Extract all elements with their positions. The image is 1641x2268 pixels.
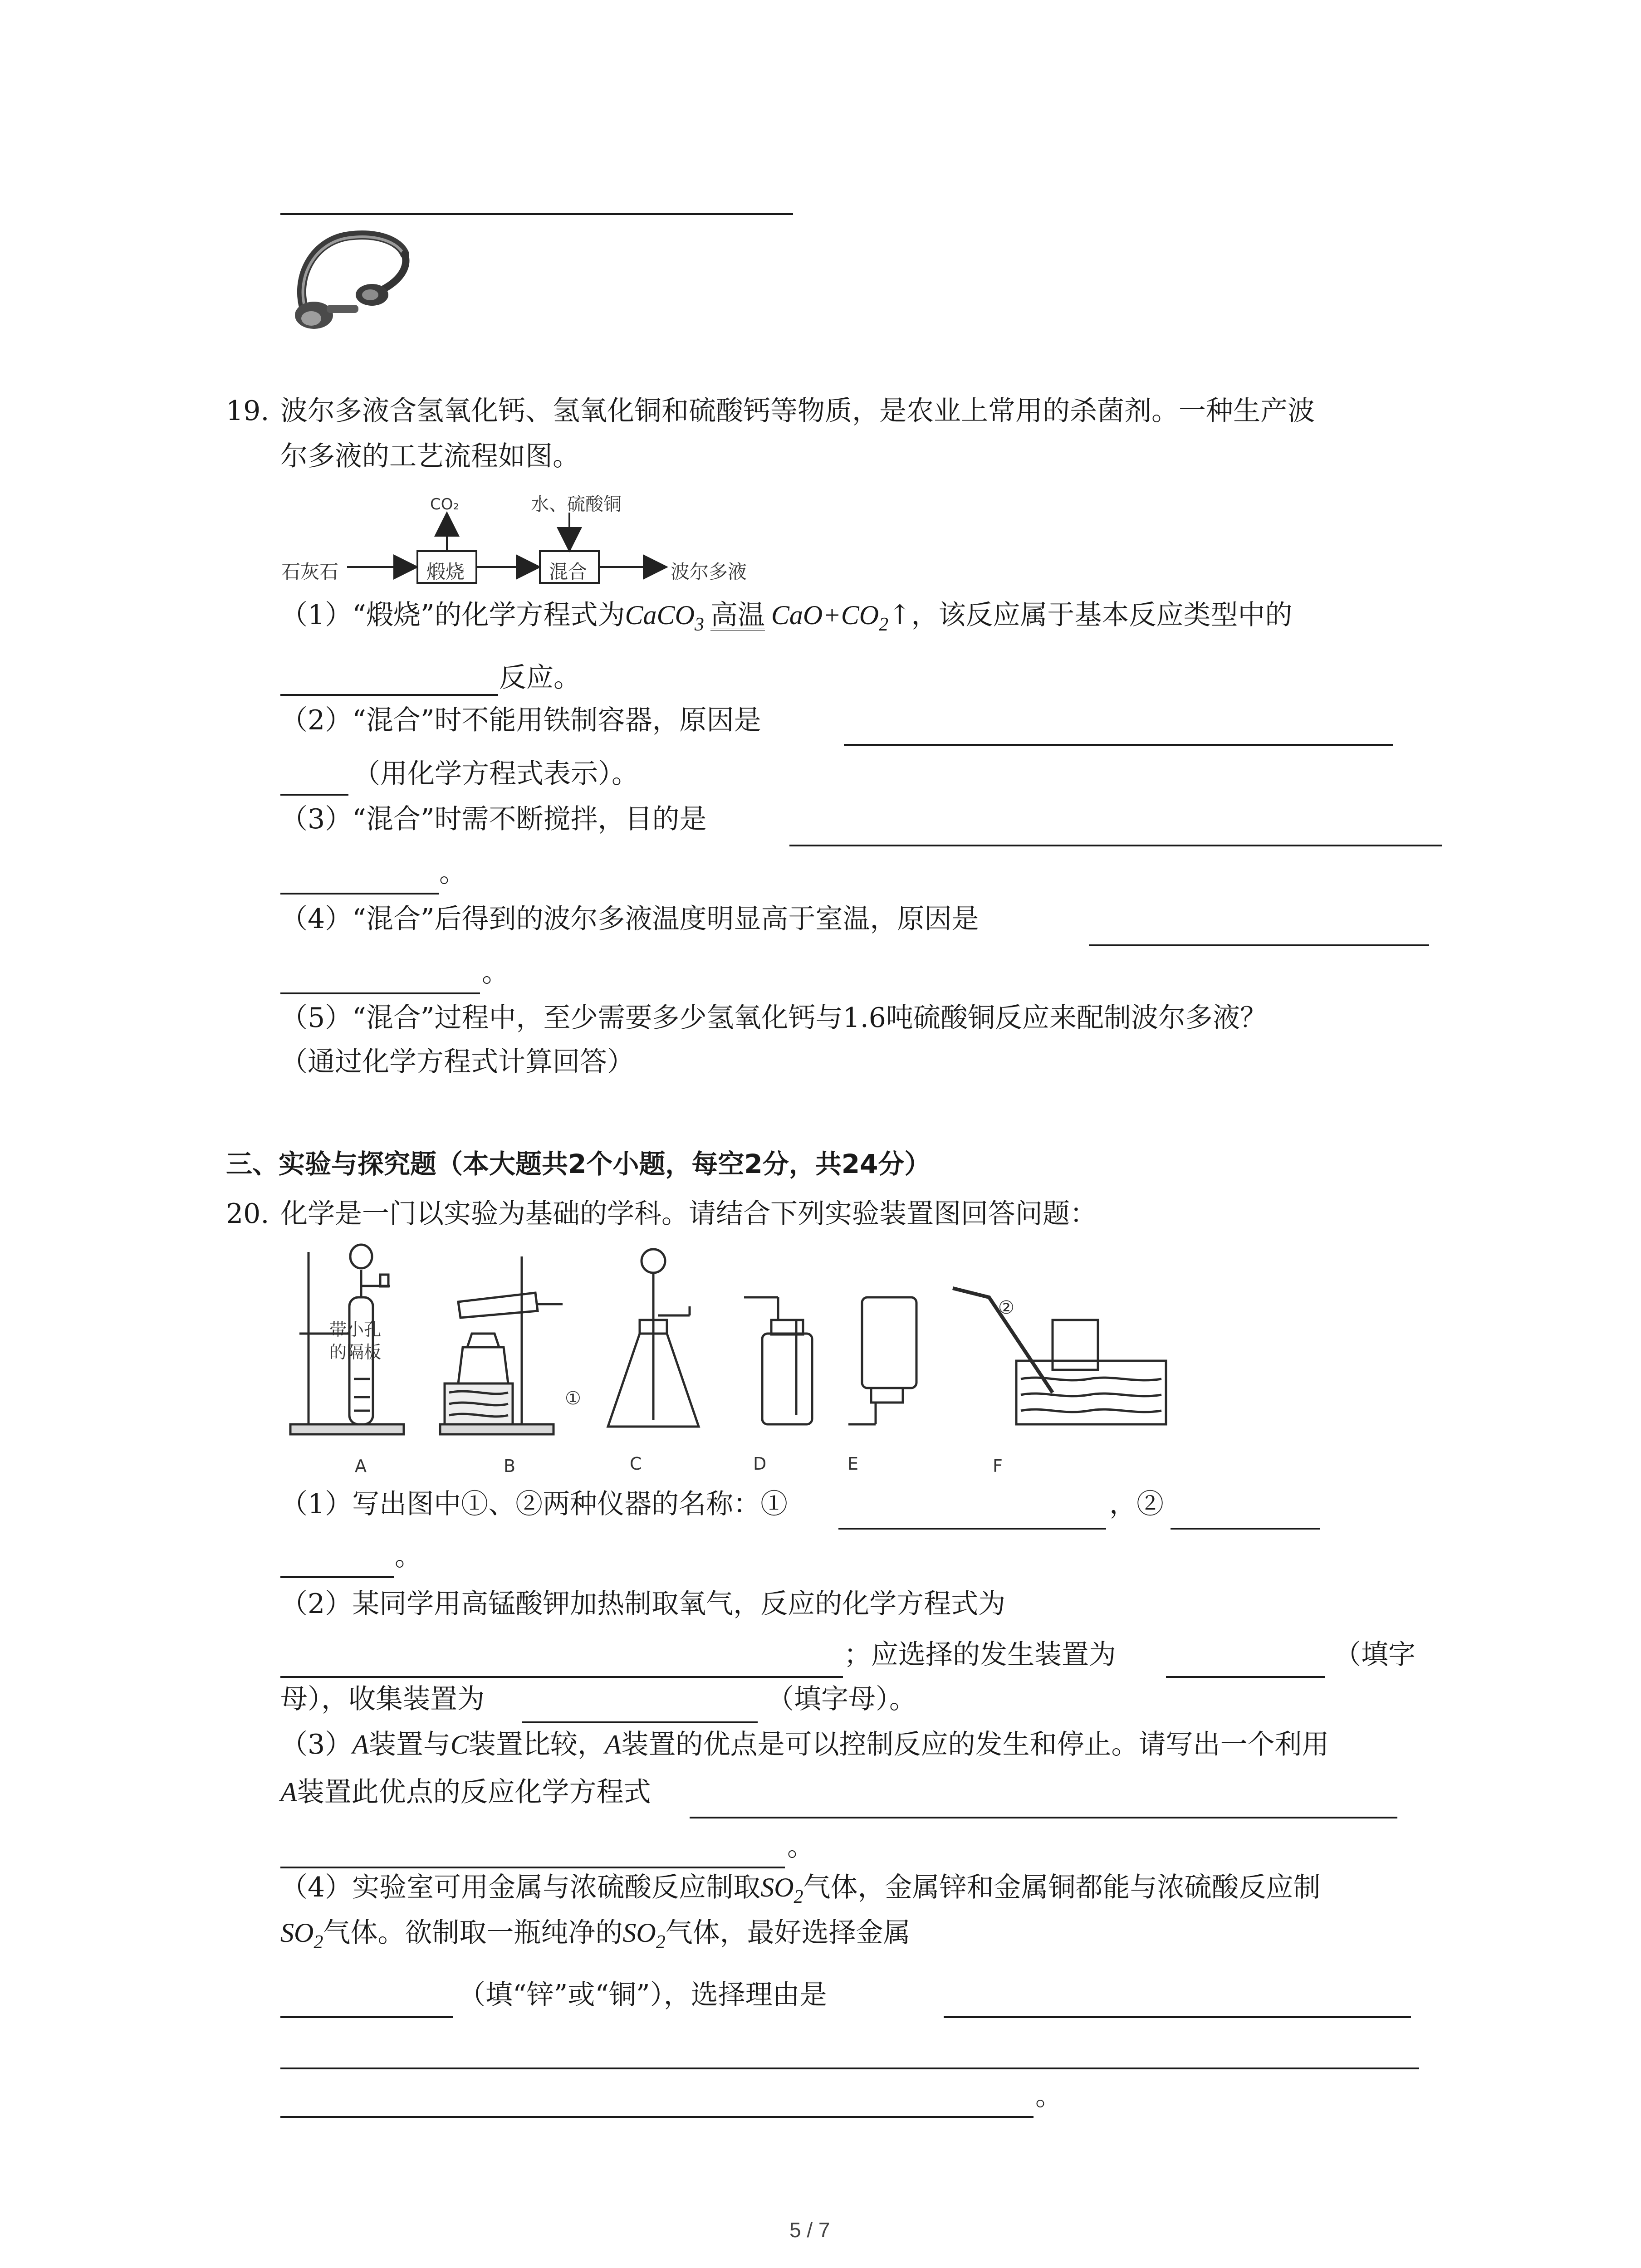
sub-question-text: 。 bbox=[787, 1831, 814, 1862]
apparatus-label-A: A bbox=[355, 1456, 367, 1476]
partition-label: 带小孔 bbox=[329, 1320, 382, 1339]
apparatus-label-D: D bbox=[753, 1454, 767, 1474]
sub-question-3: （3）“混合”时需不断搅拌，目的是 bbox=[280, 803, 707, 835]
answer-blank[interactable] bbox=[1089, 944, 1429, 946]
answer-blank[interactable] bbox=[280, 2116, 1034, 2118]
question-text: 波尔多液含氢氧化钙、氢氧化铜和硫酸钙等物质，是农业上常用的杀菌剂。一种生产波 bbox=[280, 395, 1315, 427]
answer-blank[interactable] bbox=[838, 1528, 1106, 1530]
sub-question-text: （填“锌”或“铜”），选择理由是 bbox=[458, 1979, 827, 2011]
apparatus-label-C: C bbox=[630, 1454, 642, 1474]
sub-question-text: （填字 bbox=[1334, 1639, 1416, 1671]
answer-blank[interactable] bbox=[280, 1676, 843, 1678]
answer-blank[interactable] bbox=[1166, 1676, 1325, 1678]
answer-blank[interactable] bbox=[690, 1817, 1397, 1818]
sub-question-3: （3）A装置与C装置比较，A装置的优点是可以控制反应的发生和停止。请写出一个利用 bbox=[280, 1729, 1329, 1760]
answer-blank[interactable] bbox=[844, 744, 1393, 746]
answer-blank[interactable] bbox=[280, 794, 348, 796]
answer-blank[interactable] bbox=[280, 992, 480, 994]
sub-question-text: （用化学方程式表示）。 bbox=[353, 758, 639, 790]
sub-question-text: A装置此优点的反应化学方程式 bbox=[280, 1776, 651, 1808]
sub-question-text: ，② bbox=[1109, 1488, 1164, 1520]
sub-question-text: （填字母）。 bbox=[767, 1683, 916, 1715]
sub-question-text: ；应选择的发生装置为 bbox=[844, 1639, 1116, 1671]
lab-apparatus-figure bbox=[281, 1243, 1198, 1479]
sub-question-text: 。 bbox=[1035, 2080, 1063, 2112]
flow-input-label: 石灰石 bbox=[281, 561, 339, 583]
marker-2: ② bbox=[998, 1297, 1014, 1318]
sub-question-text: 。 bbox=[439, 857, 466, 889]
sub-question-text: （通过化学方程式计算回答） bbox=[280, 1046, 634, 1078]
answer-blank[interactable] bbox=[789, 845, 1442, 846]
sub-question-5: （5）“混合”过程中，至少需要多少氢氧化钙与1.6吨硫酸铜反应来配制波尔多液？ bbox=[280, 1002, 1267, 1034]
question-text: 尔多液的工艺流程如图。 bbox=[280, 440, 580, 472]
answer-blank[interactable] bbox=[1171, 1528, 1320, 1530]
answer-blank[interactable] bbox=[522, 1721, 758, 1723]
flow-step2-label: 混合 bbox=[549, 561, 588, 583]
sub-question-text: 母），收集装置为 bbox=[280, 1683, 485, 1715]
sub-question-1: （1）写出图中①、②两种仪器的名称：① bbox=[280, 1488, 788, 1520]
answer-blank[interactable] bbox=[280, 2068, 1419, 2069]
sub-question-1: （1）“煅烧”的化学方程式为CaCO$_3$ 高温 $CaO+CO_2↑$，该反应属于基本反应类型中的 bbox=[280, 599, 1293, 635]
sub-question-4: （4）“混合”后得到的波尔多液温度明显高于室温，原因是 bbox=[280, 903, 979, 935]
flow-step1-label: 煅烧 bbox=[426, 561, 465, 583]
question-number: 20. bbox=[226, 1198, 269, 1230]
bone-conduction-headphone-image bbox=[286, 222, 413, 345]
sub-question-2: （2）“混合”时不能用铁制容器，原因是 bbox=[280, 704, 761, 736]
sub-question-2: （2）某同学用高锰酸钾加热制取氧气，反应的化学方程式为 bbox=[280, 1588, 1006, 1620]
marker-1: ① bbox=[565, 1388, 581, 1409]
apparatus-label-E: E bbox=[847, 1454, 859, 1474]
partition-label: 的隔板 bbox=[329, 1342, 382, 1362]
question-number: 19. bbox=[226, 395, 269, 427]
answer-blank[interactable] bbox=[280, 213, 793, 215]
condition-high-temp: 高温 bbox=[710, 599, 765, 631]
section-title: 三、实验与探究题（本大题共2个小题，每空2分，共24分） bbox=[226, 1149, 931, 1179]
sub-question-4: （4）实验室可用金属与浓硫酸反应制取$SO_2$气体，金属锌和金属铜都能与浓硫酸反应制 bbox=[280, 1872, 1321, 1907]
answer-blank[interactable] bbox=[280, 1867, 785, 1868]
sub-question-text: 。 bbox=[395, 1540, 422, 1572]
flow-output-label: 波尔多液 bbox=[671, 561, 747, 583]
answer-blank[interactable] bbox=[944, 2016, 1411, 2018]
apparatus-label-B: B bbox=[504, 1456, 516, 1476]
sub-question-text: 。 bbox=[482, 957, 509, 988]
answer-blank[interactable] bbox=[280, 1576, 394, 1578]
apparatus-label-F: F bbox=[993, 1456, 1003, 1476]
sub-question-text: $SO_2$气体。欲制取一瓶纯净的$SO_2$气体，最好选择金属 bbox=[280, 1917, 911, 1953]
answer-blank[interactable] bbox=[280, 893, 439, 894]
answer-blank[interactable] bbox=[280, 694, 498, 696]
sub-question-text: 反应。 bbox=[499, 662, 581, 694]
question-text: 化学是一门以实验为基础的学科。请结合下列实验装置图回答问题： bbox=[280, 1198, 1097, 1230]
answer-blank[interactable] bbox=[280, 2016, 453, 2018]
flow-co2-label: CO₂ bbox=[430, 495, 460, 513]
page-number: 5 / 7 bbox=[789, 2218, 830, 2242]
flow-water-copper-sulfate-label: 水、硫酸铜 bbox=[531, 494, 622, 515]
